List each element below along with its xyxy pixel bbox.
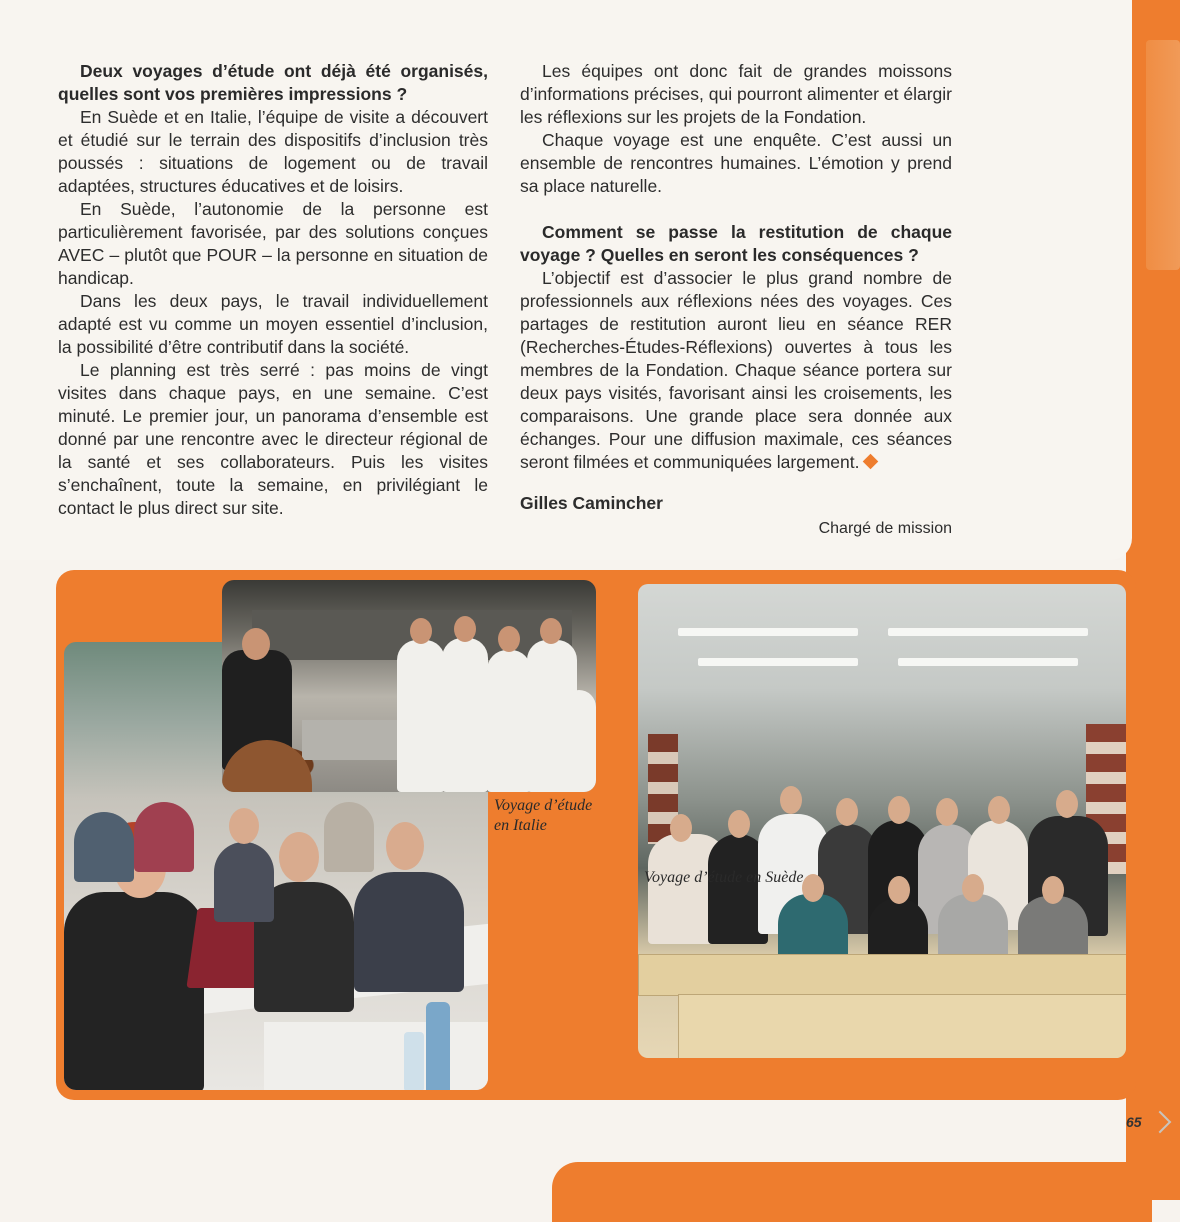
- question-1: Deux voyages d’étude ont déjà été organisés, quelles sont vos premières impressions ?: [58, 61, 488, 104]
- caption-line: Voyage d’étude: [494, 797, 593, 814]
- paragraph: Dans les deux pays, le travail individuellement adapté est vu comme un moyen essentiel d’inclusion, la possibilité d’être contributif dans la société.: [58, 291, 488, 357]
- face: [988, 796, 1010, 824]
- face: [888, 876, 910, 904]
- photo-panel: [56, 570, 1136, 1100]
- right-column: [520, 60, 952, 540]
- page-number: 65: [1118, 1107, 1158, 1137]
- orange-bottom-band: [552, 1162, 1152, 1222]
- ceiling-light: [678, 628, 858, 636]
- bottle: [426, 1002, 450, 1090]
- bottle: [404, 1032, 424, 1090]
- face: [836, 798, 858, 826]
- end-mark-icon: [863, 454, 879, 470]
- face: [498, 626, 520, 652]
- face: [780, 786, 802, 814]
- paragraph: Les équipes ont donc fait de grandes moissons d’informations précises, qui pourront alimenter et élargir les réflexions sur les projets de la Fondation.: [520, 61, 952, 127]
- photo-sweden-group: [638, 584, 1126, 1058]
- face: [728, 810, 750, 838]
- face: [410, 618, 432, 644]
- caption-italy: [494, 796, 592, 836]
- face: [279, 832, 319, 882]
- person: [354, 872, 464, 992]
- person: [64, 892, 204, 1090]
- paragraph: En Suède, l’autonomie de la personne est particulièrement favorisée, par des solutions conçues AVEC – plutôt que POUR – la personne en situation de handicap.: [58, 199, 488, 288]
- person-white-coat: [487, 650, 531, 792]
- left-column: [58, 60, 488, 520]
- face: [888, 796, 910, 824]
- face: [540, 618, 562, 644]
- person-white-coat: [397, 640, 445, 792]
- paragraph: Chaque voyage est une enquête. C’est aussi un ensemble de rencontres humaines. L’émotion y prend sa place naturelle.: [520, 130, 952, 196]
- face: [802, 874, 824, 902]
- side-decoration: [1146, 40, 1180, 270]
- person-white-coat: [442, 638, 488, 792]
- conference-table: [678, 994, 1126, 1058]
- caption-sweden: Voyage d’étude en Suède: [644, 869, 804, 886]
- face: [962, 874, 984, 902]
- author-role: Chargé de mission: [818, 520, 952, 537]
- face: [229, 808, 259, 844]
- paragraph-end: [520, 267, 952, 474]
- paragraph: Le planning est très serré : pas moins de vingt visites dans chaque pays, en une semaine. C’est minuté. Le premier jour, un panorama d’ensemble est donné par une rencontre avec le directeur régional de la santé et ses collaborateurs. Puis les visites s’enchaînent, toute la semaine, en privilégiant le contact le plus direct sur site.: [58, 360, 488, 518]
- face: [1056, 790, 1078, 818]
- face: [1042, 876, 1064, 904]
- person: [74, 812, 134, 882]
- face: [454, 616, 476, 642]
- caption-line: en Italie: [494, 817, 547, 834]
- person: [324, 802, 374, 872]
- conference-table: [638, 954, 1126, 996]
- person: [134, 802, 194, 872]
- face: [670, 814, 692, 842]
- paragraph: En Suède et en Italie, l’équipe de visite a découvert et étudié sur le terrain des dispositifs d’inclusion très poussés : situations de logement ou de travail adaptées, structures éducatives et de loisirs.: [58, 107, 488, 196]
- ceiling-light: [888, 628, 1088, 636]
- face: [242, 628, 270, 660]
- face: [936, 798, 958, 826]
- ceiling-light: [898, 658, 1078, 666]
- person-white-coat: [562, 690, 596, 792]
- table: [264, 1022, 488, 1090]
- ceiling-light: [698, 658, 858, 666]
- article-panel: [0, 0, 1132, 560]
- face: [386, 822, 424, 870]
- person: [214, 842, 274, 922]
- paragraph-text: L’objectif est d’associer le plus grand nombre de professionnels aux réflexions nées des voyages. Ces partages de restitution auront lieu en séance RER (Recherches-Études-Réflexions) ouvertes à tous les membres de la Fondation. Chaque séance portera sur deux pays visités, favorisant ainsi les croisements, les comparaisons. Une grande place sera donnée aux échanges. Pour une diffusion maximale, ces séances seront filmées et communiquées largement.: [520, 268, 952, 472]
- question-2: Comment se passe la restitution de chaque voyage ? Quelles en seront les conséquences ?: [520, 222, 952, 265]
- photo-italy-kitchen: [222, 580, 596, 792]
- author-name: Gilles Camincher: [520, 493, 663, 513]
